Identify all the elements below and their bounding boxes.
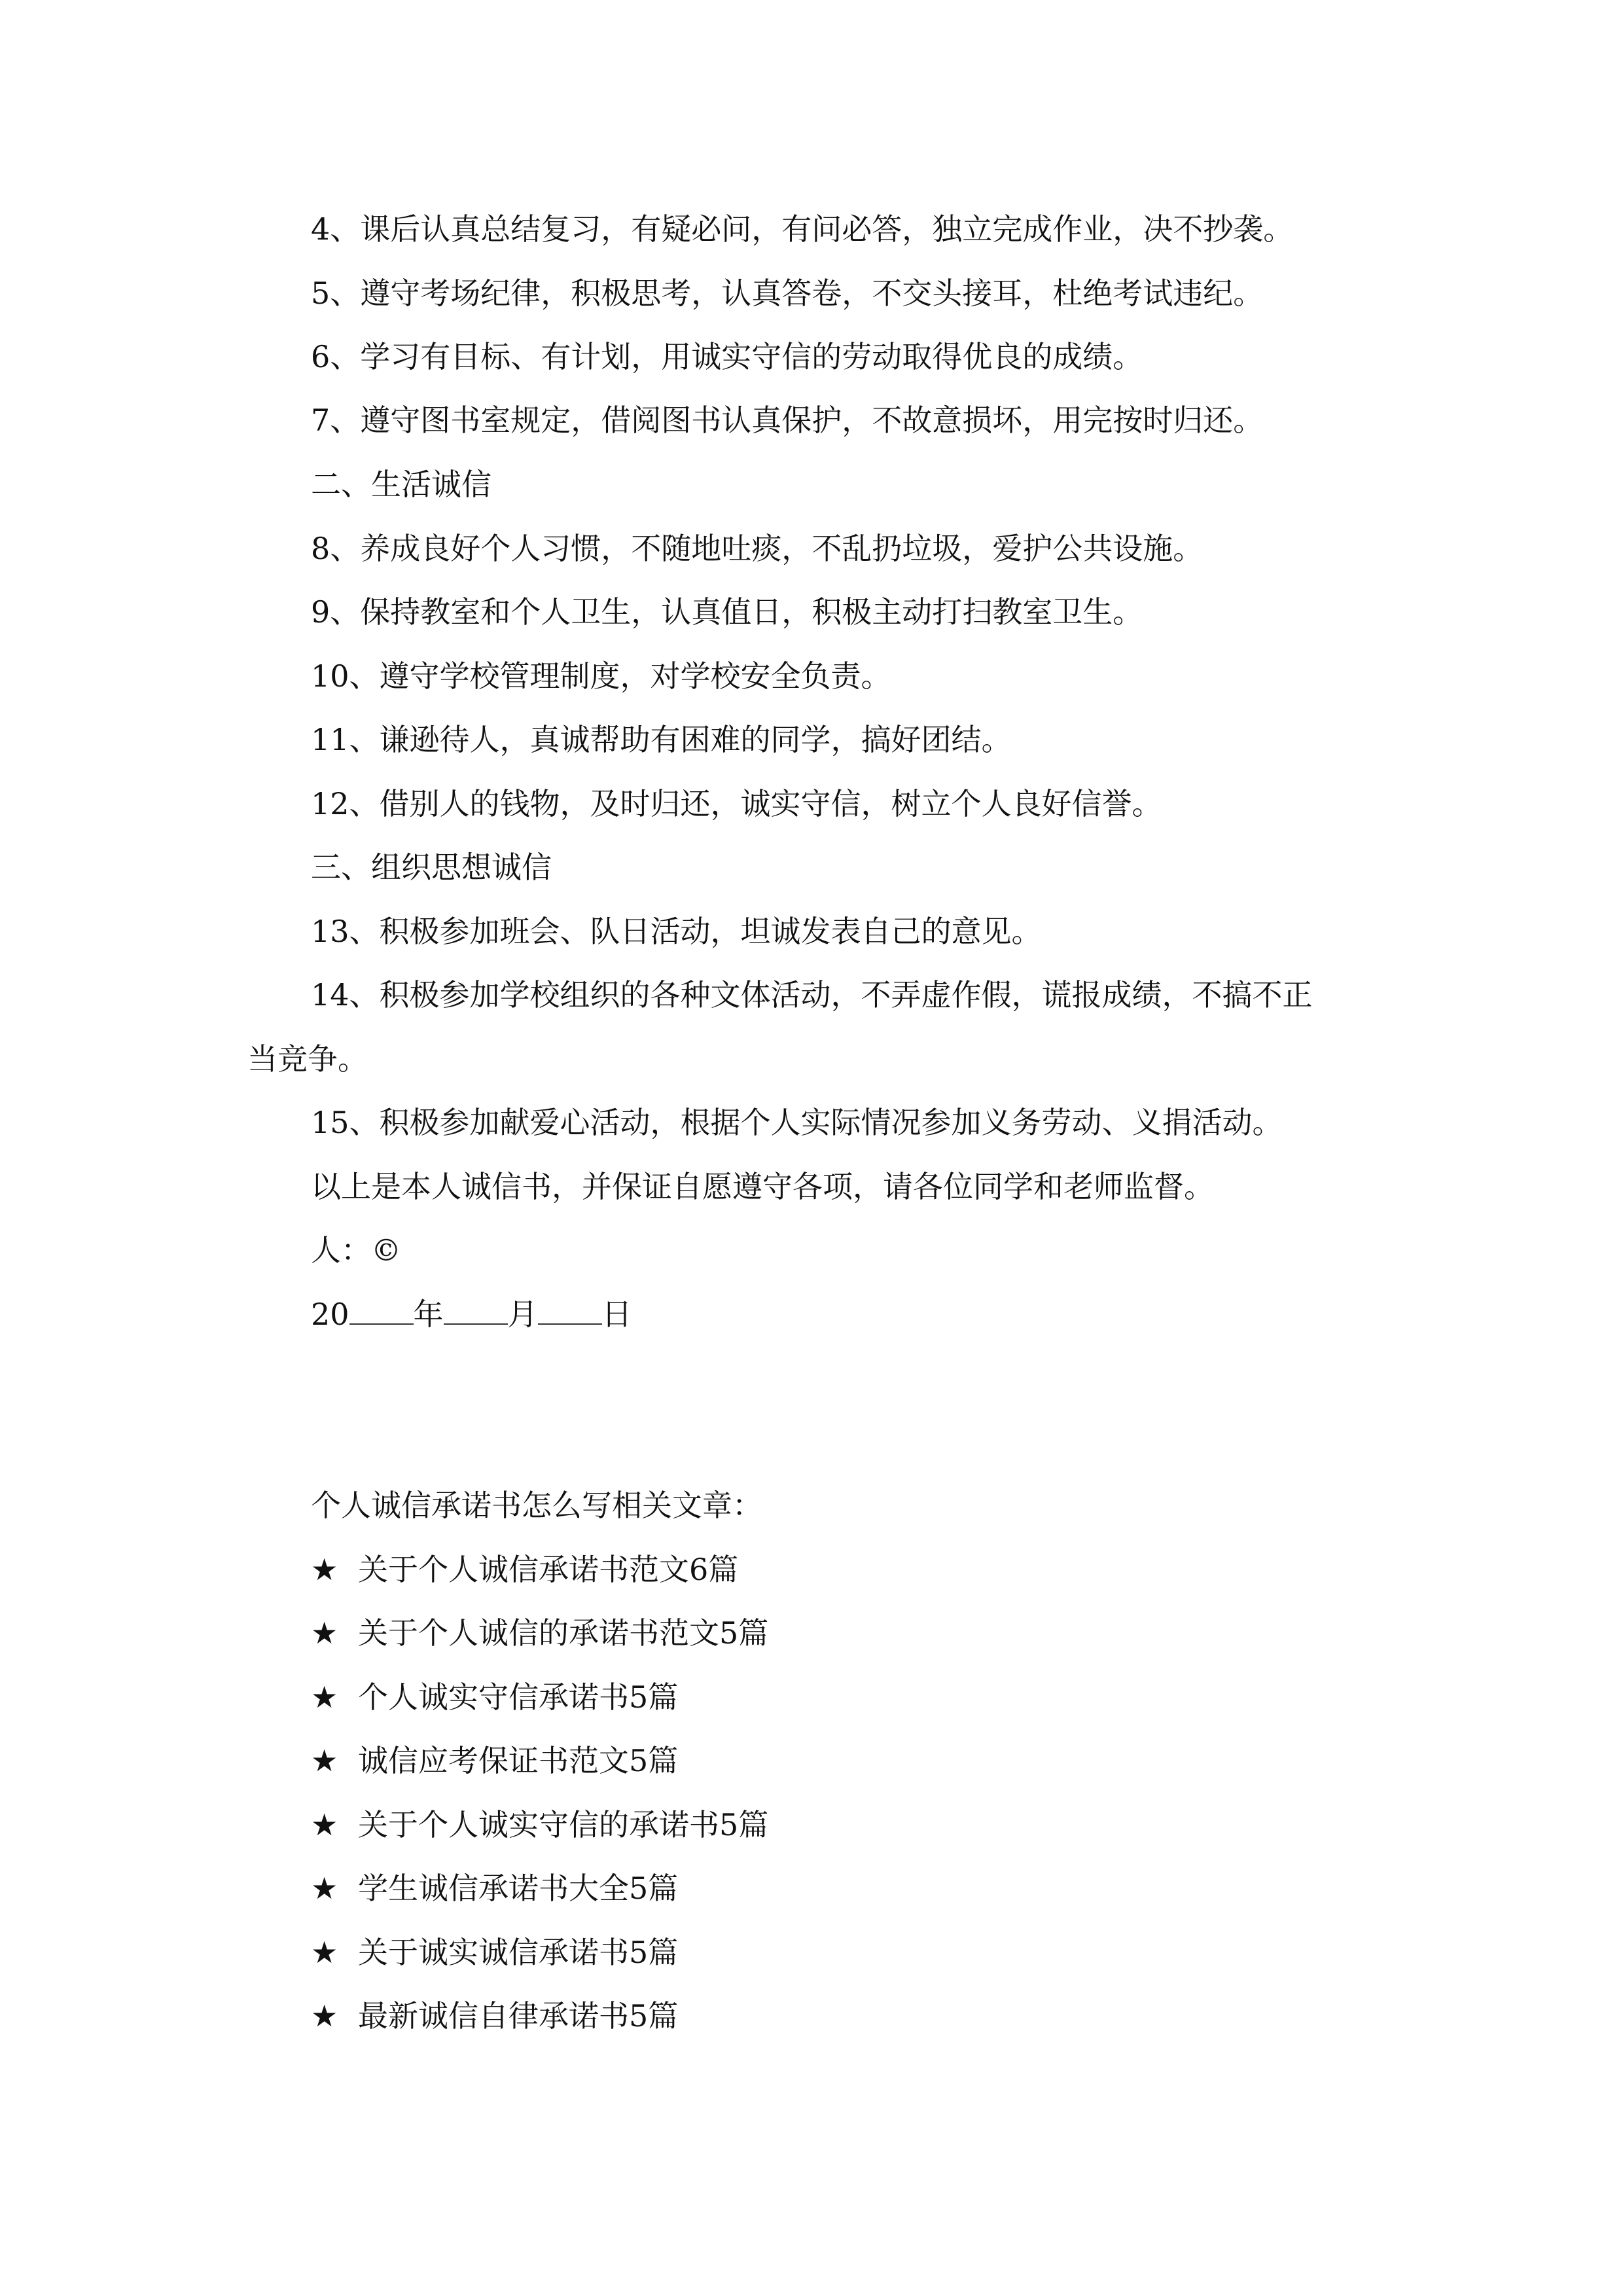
related-article-title: 关于个人诚实守信的承诺书5篇 [358, 1807, 769, 1842]
related-article-link[interactable] [311, 1550, 738, 1589]
section-heading-life: 二、生活诚信 [311, 467, 491, 502]
pledge-item-9: 9、保持教室和个人卫生，认真值日，积极主动打扫教室卫生。 [311, 594, 1143, 630]
date-day-label: 日 [601, 1297, 632, 1332]
star-icon: ★ [311, 1743, 338, 1778]
date-year-label: 年 [413, 1297, 444, 1332]
pledge-item-12: 12、借别人的钱物，及时归还，诚实守信，树立个人良好信誉。 [311, 786, 1162, 821]
pledge-item-6: 6、学习有目标、有计划，用诚实守信的劳动取得优良的成绩。 [311, 339, 1143, 374]
pledge-item-10: 10、遵守学校管理制度，对学校安全负责。 [311, 658, 891, 694]
related-article-title: 关于个人诚信的承诺书范文5篇 [358, 1615, 769, 1651]
closing-statement: 以上是本人诚信书，并保证自愿遵守各项，请各位同学和老师监督。 [311, 1169, 1214, 1204]
pledge-item-14-continued: 当竞争。 [247, 1041, 368, 1077]
month-blank [444, 1299, 508, 1325]
pledge-item-14: 14、积极参加学校组织的各种文体活动，不弄虚作假，谎报成绩，不搞不正 [311, 977, 1313, 1013]
related-article-link[interactable] [311, 1933, 678, 1972]
star-icon: ★ [311, 1871, 338, 1906]
star-icon: ★ [311, 1679, 338, 1715]
related-article-link[interactable] [311, 1677, 678, 1717]
related-article-title: 学生诚信承诺书大全5篇 [358, 1871, 679, 1906]
related-article-title: 诚信应考保证书范文5篇 [358, 1743, 679, 1778]
related-article-link[interactable] [311, 1613, 768, 1653]
star-icon: ★ [311, 1615, 338, 1651]
star-icon: ★ [311, 1807, 338, 1842]
related-article-title: 关于个人诚信承诺书范文6篇 [358, 1552, 739, 1587]
pledge-item-4: 4、课后认真总结复习，有疑必问，有问必答，独立完成作业，决不抄袭。 [311, 211, 1294, 247]
related-article-title: 最新诚信自律承诺书5篇 [358, 1998, 679, 2034]
related-article-link[interactable] [311, 1741, 678, 1780]
date-line [311, 1295, 632, 1334]
star-icon: ★ [311, 1935, 338, 1970]
signature-line: 人：© [311, 1232, 401, 1268]
day-blank [538, 1299, 602, 1325]
related-articles-heading: 个人诚信承诺书怎么写相关文章： [311, 1488, 762, 1523]
date-month-label: 月 [507, 1297, 538, 1332]
related-article-link[interactable] [311, 1805, 768, 1844]
star-icon: ★ [311, 1552, 338, 1587]
section-heading-organization: 三、组织思想诚信 [311, 850, 552, 885]
pledge-item-8: 8、养成良好个人习惯，不随地吐痰，不乱扔垃圾，爱护公共设施。 [311, 531, 1204, 566]
related-article-link[interactable] [311, 1996, 678, 2036]
pledge-item-15: 15、积极参加献爱心活动，根据个人实际情况参加义务劳动、义捐活动。 [311, 1105, 1283, 1140]
related-article-title: 关于诚实诚信承诺书5篇 [358, 1935, 679, 1970]
related-article-title: 个人诚实守信承诺书5篇 [358, 1679, 679, 1715]
date-prefix: 20 [311, 1297, 349, 1332]
pledge-item-11: 11、谦逊待人，真诚帮助有困难的同学，搞好团结。 [311, 722, 1012, 757]
pledge-item-5: 5、遵守考场纪律，积极思考，认真答卷，不交头接耳，杜绝考试违纪。 [311, 276, 1264, 311]
year-blank [349, 1299, 414, 1325]
star-icon: ★ [311, 1998, 338, 2034]
pledge-item-7: 7、遵守图书室规定，借阅图书认真保护，不故意损坏，用完按时归还。 [311, 403, 1264, 438]
pledge-item-13: 13、积极参加班会、队日活动，坦诚发表自己的意见。 [311, 914, 1042, 949]
related-article-link[interactable] [311, 1869, 678, 1908]
